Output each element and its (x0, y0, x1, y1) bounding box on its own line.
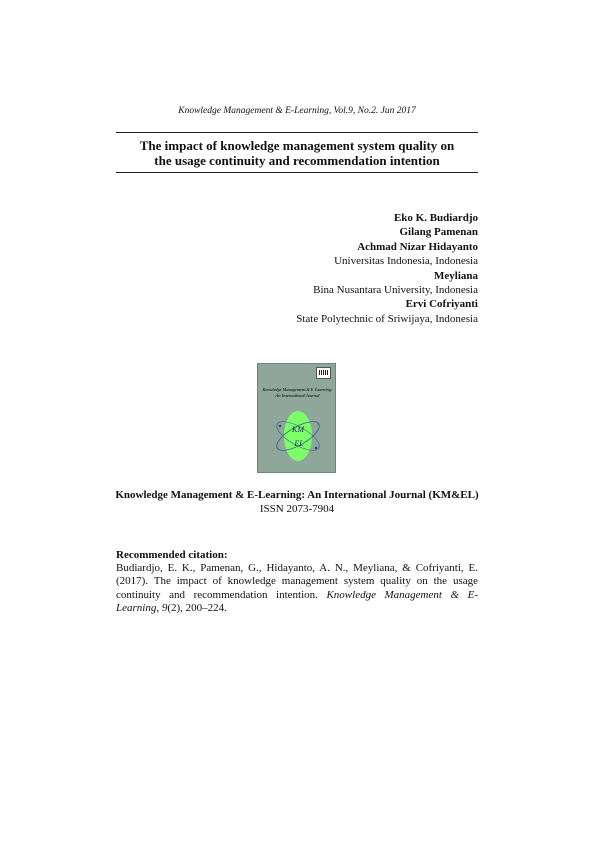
cover-logo-ellipse (284, 411, 312, 461)
author-name: Eko K. Budiardjo (393, 212, 478, 224)
journal-info (0, 489, 594, 516)
citation-text (116, 562, 478, 615)
cover-title-line-2: An International Journal (275, 392, 320, 398)
barcode-icon (316, 367, 331, 379)
cover-logo-text-bottom: EL (294, 439, 304, 448)
citation-separator: , (156, 601, 162, 614)
cover-logo-text-top: KM (292, 425, 304, 434)
citation-label: Recommended citation: (116, 549, 228, 561)
citation-volume: 9 (161, 601, 168, 614)
cover-logo-dot (315, 447, 318, 450)
author-name: Ervi Cofriyanti (405, 298, 478, 311)
author-name: Achmad Nizar Hidayanto (357, 240, 478, 253)
paper-title (116, 138, 478, 168)
author-name: Gilang Pamenan (399, 226, 478, 239)
citation-issue-pages: (2), 200–224. (167, 601, 227, 614)
author-affiliation: Bina Nusantara University, Indonesia (313, 284, 478, 297)
author-affiliation: State Polytechnic of Sriwijaya, Indonesia (296, 312, 478, 325)
citation-journal: Knowledge Management & E-Learning (116, 588, 478, 614)
paper-title-line-1: The impact of knowledge management system quality on (139, 138, 455, 153)
journal-issn: ISSN 2073-7904 (259, 502, 335, 515)
author-name: Meyliana (434, 269, 478, 282)
citation-authors-title: Budiardjo, E. K., Pamenan, G., Hidayanto, A. N., Meyliana, & Cofriyanti, E. (2017). The impact of knowledge management system quality on the usage continuity and recommendation intention. (116, 562, 478, 601)
journal-cover-image (257, 363, 336, 473)
recommended-citation (116, 549, 478, 615)
cover-title (260, 387, 335, 398)
cover-logo-dot (279, 425, 282, 428)
author-affiliation: Universitas Indonesia, Indonesia (334, 255, 478, 268)
title-rule-top (116, 132, 478, 133)
cover-title-line-1: Knowledge Management & E-Learning: (262, 387, 333, 392)
journal-name: Knowledge Management & E-Learning: An International Journal (KM&EL) (115, 489, 479, 501)
title-rule-bottom (116, 172, 478, 173)
cover-logo-icon (270, 404, 326, 468)
running-head: Knowledge Management & E-Learning, Vol.9, No.2. Jun 2017 (178, 106, 416, 116)
paper-title-line-2: the usage continuity and recommendation intention (154, 153, 440, 168)
author-block (116, 211, 478, 326)
